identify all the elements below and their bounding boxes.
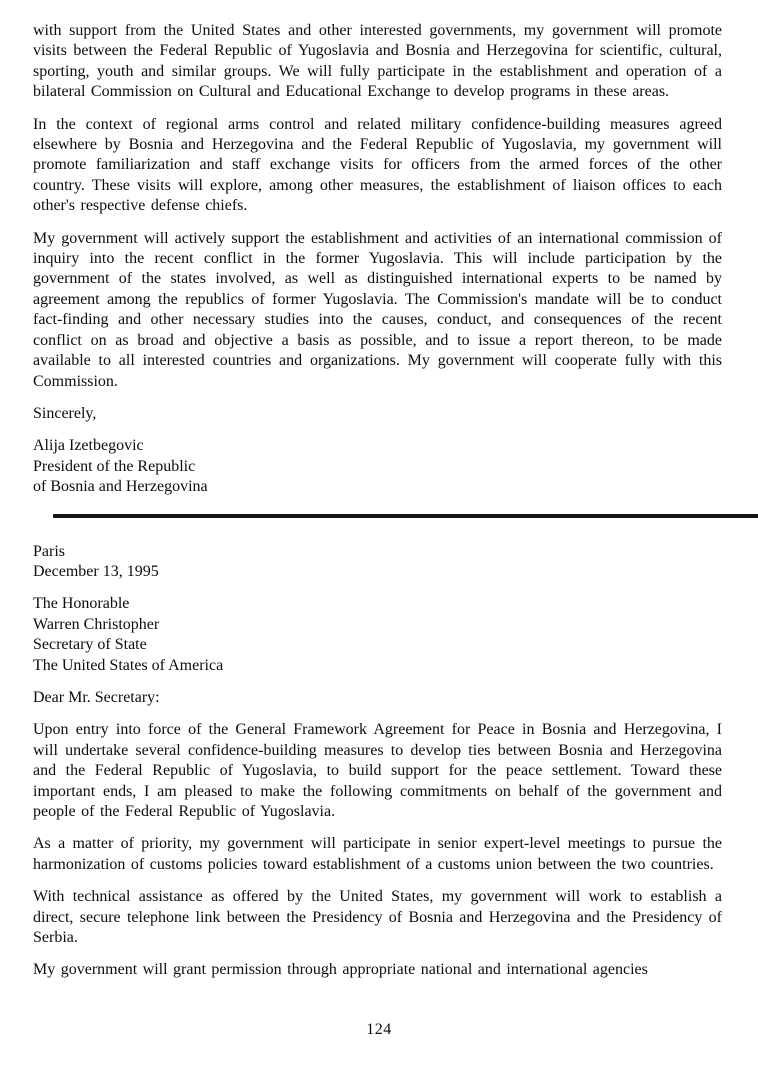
signature-title-line1: President of the Republic [33, 457, 196, 475]
letter-separator-rule [53, 514, 758, 518]
letter2-paragraph-2: As a matter of priority, my government will participate in senior expert-level meetings to pursue the harmonization of customs policies toward establishment of a customs union between the two countries. [33, 835, 722, 873]
recipient-line-2: Warren Christopher [33, 615, 160, 633]
letter1 [33, 21, 722, 498]
letter2-paragraph-1: Upon entry into force of the General Framework Agreement for Peace in Bosnia and Herzegovina, I will undertake several confidence-building measures to develop ties between Bosnia and Herzegovina and the Federal Republic of Yugoslavia, to build support for the peace settlement. Toward these important ends, I am pleased to make the following commitments on behalf of the government and people of the Federal Republic of Yugoslavia. [33, 721, 722, 820]
letter2-recipient-block [33, 594, 722, 676]
letter2 [33, 542, 722, 981]
letter2-paragraph-3: With technical assistance as offered by the United States, my government will work to establish a direct, secure telephone link between the Presidency of Bosnia and Herzegovina and the Presidency of Serbia. [33, 888, 722, 947]
page-number: 124 [366, 1021, 392, 1038]
letter2-paragraph-4: My government will grant permission through appropriate national and international agencies [33, 961, 648, 979]
letter2-date: December 13, 1995 [33, 562, 159, 580]
letter2-place: Paris [33, 542, 65, 560]
letter1-paragraph-3: My government will actively support the establishment and activities of an international commission of inquiry into the recent conflict in the former Yugoslavia. This will include participation by the government of the states involved, as well as distinguished international experts to be named by agreement among the republics of former Yugoslavia. The Commission's mandate will be to conduct fact-finding and other necessary studies into the causes, conduct, and consequences of the recent conflict on as broad and objective a basis as possible, and to issue a report thereon, to be made available to all interested countries and organizations. My government will cooperate fully with this Commission. [33, 229, 722, 390]
letter1-paragraph-1: with support from the United States and other interested governments, my government will promote visits between the Federal Republic of Yugoslavia and Bosnia and Herzegovina for scientific, cultural, sporting, youth and similar groups. We will fully participate in the establishment and operation of a bilateral Commission on Cultural and Educational Exchange to develop programs in these areas. [33, 22, 722, 101]
letter2-salutation: Dear Mr. Secretary: [33, 688, 160, 706]
letter1-signature-block [33, 436, 722, 497]
signature-title-line2: of Bosnia and Herzegovina [33, 478, 208, 496]
recipient-line-3: Secretary of State [33, 636, 147, 654]
letter2-dateline-block [33, 542, 722, 583]
recipient-line-4: The United States of America [33, 656, 224, 674]
recipient-line-1: The Honorable [33, 595, 130, 613]
signature-name: Alija Izetbegovic [33, 437, 144, 455]
letter1-closing: Sincerely, [33, 404, 97, 422]
letter1-paragraph-2: In the context of regional arms control and related military confidence-building measures agreed elsewhere by Bosnia and Herzegovina and the Federal Republic of Yugoslavia, my government will promote familiarization and staff exchange visits for officers from the armed forces of the other country. These visits will explore, among other measures, the establishment of liaison offices to each other's respective defense chiefs. [33, 115, 722, 215]
